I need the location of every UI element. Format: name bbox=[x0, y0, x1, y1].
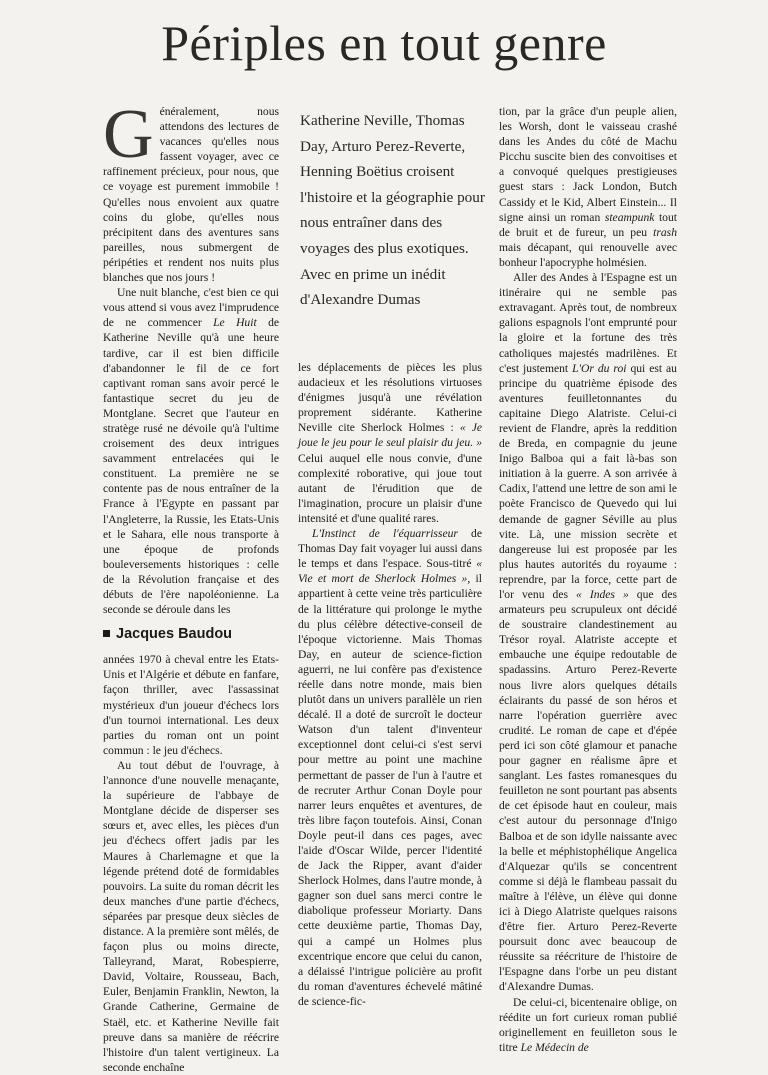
paragraph: Au tout début de l'ouvrage, à l'annonce d'une nouvelle menaçante, la supérieure de l'abbaye de Montglane décide de disperser ses sœurs et, avec elles, les pièces d'un jeu d'échecs offert jadis par les Maures à Charlemagne et que la légende prétend doté de formidables pouvoirs. La suite du roman décrit les deux manches d'une partie d'échecs, séparées par presque deux siècles de distance. A la première sont mêlés, de façon plus ou moins directe, Talleyrand, Marat, Robespierre, David, Voltaire, Rousseau, Bach, Euler, Benjamin Franklin, Newton, la Grande Catherine, Germaine de Staël, etc. et Katherine Neville fait preuve dans sa manière de réécrire l'histoire d'un talent vertigineux. La seconde enchaîne bbox=[103, 758, 279, 1074]
paragraph-text: Celui auquel elle nous convie, d'une complexité roborative, qui joue tout autant de l'érudition que de l'imagination, procure un plaisir d'une intensité et d'une qualité rares. bbox=[298, 451, 482, 525]
paragraph: années 1970 à cheval entre les Etats-Unis et l'Algérie et débute en fanfare, façon thriller, avec l'assassinat mystérieux d'un joueur d'échecs lors d'un tournoi international. Les deux parties du roman ont un point commun : le jeu d'échecs. bbox=[103, 653, 279, 757]
paragraph-text: qui est au principe du quatrième épisode des aventures feuilletonnantes du capitaine Diego Alatriste. Celui-ci revient de Flandre, après la reddition de Breda, en compagnie du jeune Inigo Balboa qui a fait là-bas son initiation à la guerre. A son arrivée à Cadix, l'attend une lettre de son ami le poète Francisco de Quevedo qui lui demande de gagner Séville au plus vite. Là, une mission secrète et dangereuse lui est proposée par les plus hautes autorités du royaume : reprendre, par la force, cette part de l'or venu des bbox=[499, 361, 677, 601]
book-title: L'Instinct de l'équarrisseur bbox=[312, 527, 458, 541]
paragraph bbox=[499, 270, 677, 995]
paragraph-text: de Katherine Neville qu'à une heure tardive, car il est bien difficile d'abandonner le fil de ce fort captivant roman sans avoir percé le fantastique secret du jeu de Montglane. Secret que l'auteur en stratège rusé ne dévoile qu'à l'ultime croisement des deux intrigues savamment entrelacées qui le constituent. La première ne se contente pas de nous entraîner de la France à l'Egypte en passant par l'Angleterre, la Russie, les Etats-Unis et le Sahara, elle nous transporte à une époque de profonds bouleversements historiques : celle de la Révolution française et des débuts de l'ère napoléonienne. La seconde se déroule dans les bbox=[103, 316, 280, 617]
lead-text: Katherine Neville, Thomas Day, Arturo Perez-Reverte, Henning Boëtius croisent l'histoire et la géographie pour nous entraîner dans des voyages des plus exotiques. Avec en prime un inédit d'Alexandre Dumas bbox=[300, 112, 485, 309]
paragraph bbox=[499, 104, 677, 270]
genre-term: steampunk bbox=[604, 210, 655, 224]
paragraph bbox=[103, 285, 279, 617]
paragraph bbox=[298, 526, 482, 1009]
paragraph-text: les déplacements de pièces les plus audacieux et les résolutions virtuoses d'énigmes jusqu'à une révélation proprement sidérante. Katherine Neville cite Sherlock Holmes : bbox=[298, 361, 482, 435]
book-title: L'Or du roi bbox=[572, 361, 627, 375]
article-title: Périples en tout genre bbox=[161, 15, 607, 71]
paragraph-text: tion, par la grâce d'un peuple alien, les Worsh, dont le vaisseau crashé dans les Andes du côté de Machu Picchu suscite bien des convoitises et a convoqué quelques prestigieuses guest stars : Jack London, Butch Cassidy et le Kid, Albert Einstein... Il signe ainsi un roman bbox=[499, 105, 677, 224]
paragraph-text: tout de bruit et de fureur, un peu bbox=[499, 210, 677, 239]
paragraph-text: De celui-ci, bicentenaire oblige, on réédite un fort curieux roman publié originellement en feuilleton sous le titre bbox=[499, 995, 677, 1054]
square-bullet-icon bbox=[103, 630, 110, 637]
subtitle-quote: « Vie et mort de Sherlock Holmes » bbox=[298, 557, 482, 586]
genre-term: trash bbox=[653, 225, 677, 239]
paragraph-text: énéralement, nous attendons des lectures de vacances qu'elles nous fassent voyager, avec ce raffinement précieux, pour nous, que ce voyage est purement immobile ! Qu'elles nous envoient aux quatre coins du globe, qu'elles nous précipitent dans des aventures sans pareilles, nous submergent de péripéties et rendent nos nuits plus blanches que nos jours ! bbox=[103, 105, 279, 285]
article-column-2 bbox=[298, 360, 482, 1009]
paragraph bbox=[103, 96, 279, 285]
book-title: Le Médecin de bbox=[520, 1040, 589, 1054]
quote: « Je joue le jeu pour le seul plaisir du jeu. » bbox=[298, 421, 482, 450]
drop-cap: G bbox=[103, 96, 154, 173]
paragraph-text: Aller des Andes à l'Espagne est un itinéraire qui ne semble pas extravagant. Après tout, de nombreux galions espagnols l'ont emprunté pour la gloire et la fortune des très catholiques majestés madrilènes. Et c'est justement bbox=[499, 271, 677, 375]
quote: « Indes » bbox=[576, 588, 629, 601]
paragraph-text: , il appartient à cette veine très particulière de la littérature qui prolonge le mythe du plus célèbre détective-conseil de l'époque victorienne. Mais Thomas Day, en auteur de science-fiction aguerri, ne lui confère pas d'existence réelle dans notre monde, mais bien plutôt dans un univers parallèle un rien décalé. Il a doté de surcroît le docteur Watson d'un talent d'inventeur exceptionnel dont celui-ci s'est servi pour mettre au point une machine permettant de passer de l'un à l'autre et de recruter Arthur Conan Doyle pour narrer leurs enquêtes et aventures, de très libre façon toutefois. Ainsi, Conan Doyle peut-il dans ces pages, avec l'aide d'Oscar Wilde, percer l'identité de Jack the Ripper, avant d'aider Sherlock Holmes, dans l'autre monde, à gagner son duel sans merci contre le diabolique professeur Moriarty. Dans cette deuxième partie, Thomas Day, qui a campé un Holmes plus excentrique encore que celui du canon, a délaissé l'intrigue policière au profit du roman d'aventures échevelé mâtiné de science-fic- bbox=[298, 572, 482, 1008]
paragraph bbox=[298, 360, 482, 526]
paragraph-text: que des armateurs peu scrupuleux ont décidé de soustraire clandestinement au Trésor royal. Alatriste accepte et embauche une équipe redoutable de spadassins. Arturo Perez-Reverte nous livre alors quelques détails éclairants du passé de son héros et narre l'opération guerrière avec crudité. Le roman de cape et d'épée perd ici son côté glamour et panache pour gagner en réalisme âpre et sanglant. Les fastes romanesques du feuilleton ne sont pourtant pas absents de cet épisode haut en couleur, mais c'est autour du personnage d'Inigo Balboa et de son idylle naissante avec la belle et méphistophélique Angelica d'Alquezar qu'ils se concentrent comme si déjà le flambeau passait du maître à l'élève, un élève qui donne ici à Diego Alatriste quelques raisons d'être fier. Arturo Perez-Reverte poursuit donc avec beaucoup de réussite sa réécriture de l'histoire de l'Espagne dans l'orbe un peu distant d'Alexandre Dumas. bbox=[499, 588, 677, 994]
paragraph-text: de Thomas Day fait voyager lui aussi dans le temps et dans l'espace. Sous-titré bbox=[298, 527, 482, 571]
book-title: Le Huit bbox=[213, 316, 257, 330]
byline bbox=[103, 627, 279, 642]
article-lead bbox=[300, 108, 486, 313]
article-column-3 bbox=[499, 104, 677, 1055]
article-column-1 bbox=[103, 96, 280, 1075]
paragraph-text: mais décapant, qui renouvelle avec bonheur l'apocryphe holmésien. bbox=[499, 240, 677, 269]
paragraph-text: Une nuit blanche, c'est bien ce qui vous attend si vous avez l'imprudence de ne commencer bbox=[103, 286, 279, 330]
paragraph bbox=[499, 995, 677, 1055]
author-name: Jacques Baudou bbox=[116, 626, 233, 643]
